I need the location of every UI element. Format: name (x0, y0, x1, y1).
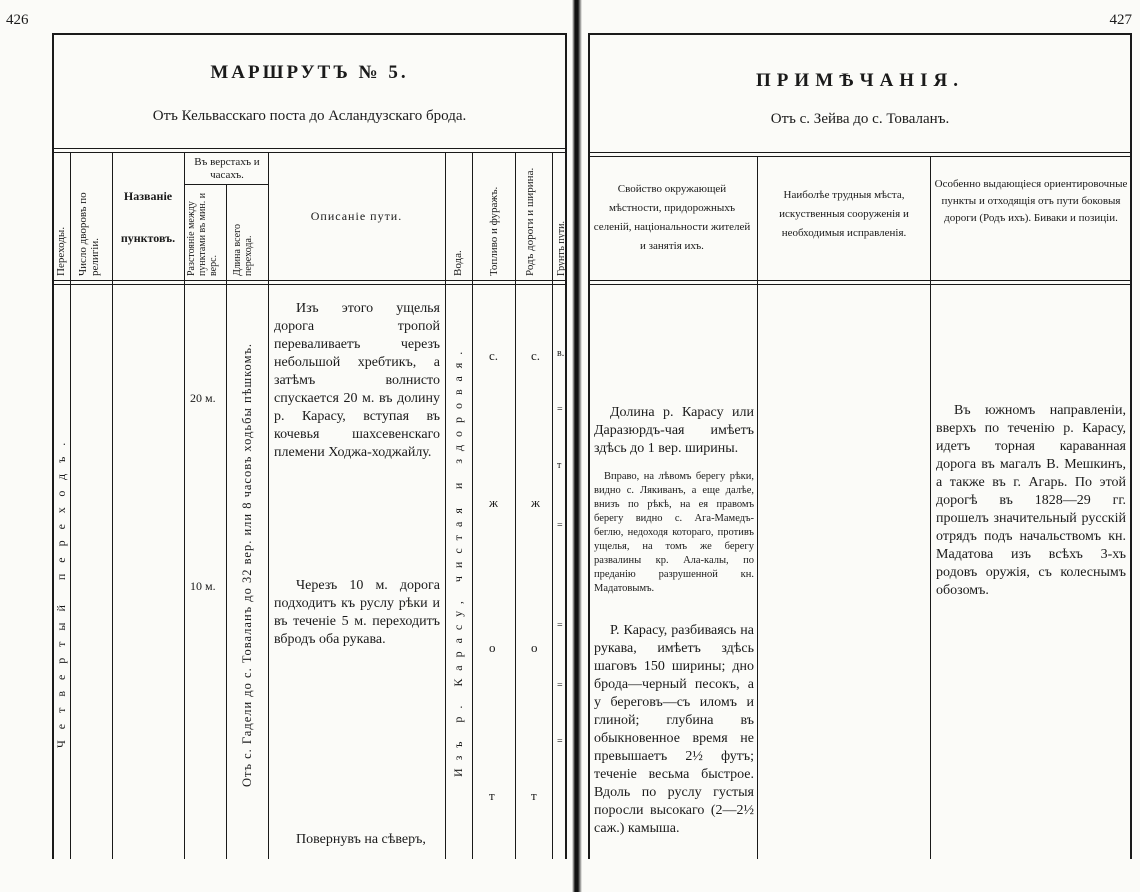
right-rule (565, 33, 567, 859)
col1-small-note: Вправо, на лѣвомъ берегу рѣки, видно с. Лякиванъ, а еще далѣе, внизъ по рѣкѣ, на ея правомъ берегу видно с. Ага-Мамедъ-беглю, недоходя котораго, противъ ущелья, на томъ же берегу развалины кр. Ала-калы, по преданію разрушенной кн. Мадатовымъ. (594, 471, 754, 594)
crossing-label: Четвертый переходъ. (54, 431, 68, 749)
ground-mark: = (557, 736, 563, 747)
header-name-2: пунктовъ. (120, 231, 176, 245)
page-number-right: 427 (1109, 12, 1132, 28)
header-col1: Свойство окружающей мѣстности, придорожныхъ селеній, національности жителей и занятія ихъ. (593, 183, 751, 252)
header-name: Названіе (123, 189, 173, 203)
page-number-left: 426 (6, 12, 29, 28)
header-top-rule-2 (588, 156, 1132, 157)
ground-mark: = (557, 620, 563, 631)
ground-mark: = (557, 520, 563, 531)
road-mark: ж (531, 495, 540, 510)
fuel-mark: о (489, 640, 496, 655)
length-text: Отъ с. Гадели до с. Товаланъ до 32 вер. или 8 часовъ ходьбы пѣшкомъ. (240, 342, 254, 788)
header-bottom-rule (52, 280, 567, 281)
distance-2: 10 м. (190, 579, 216, 593)
header-bottom-rule-2 (588, 284, 1132, 285)
col-rule (472, 152, 473, 859)
fuel-mark: ж (489, 495, 498, 510)
header-distance: Разстояніе между пунктами въ мин. и верс. (186, 192, 219, 276)
header-water: Вода. (452, 250, 464, 276)
description-2: Черезъ 10 м. дорога подходитъ къ руслу рѣки и въ теченіе 5 м. переходитъ вбродъ оба рукава. (274, 578, 440, 647)
header-ground: Грунтъ пути. (556, 221, 567, 276)
page-title: МАРШРУТЪ № 5. (210, 62, 409, 83)
road-mark: о (531, 640, 538, 655)
versts-subrule (184, 184, 268, 185)
description-1: Изъ этого ущелья дорога тропой переваливаетъ черезъ небольшой хребтикъ, а затѣмъ волнисто спускается 20 м. въ долину р. Карасу, вступая въ кочевья шахсевенскаго племени Ходжа-ходжайлу. (274, 301, 440, 460)
col-rule (552, 152, 553, 859)
page-subtitle: Отъ с. Зейва до с. Товаланъ. (770, 111, 950, 127)
water-text: Изъ р. Карасу, чистая и здоровая. (451, 343, 465, 777)
page-title: ПРИМѢЧАНІЯ. (756, 70, 964, 91)
book-gutter (572, 0, 582, 892)
page-subtitle: Отъ Кельвасскаго поста до Асландузскаго брода. (152, 108, 467, 124)
header-fuel: Топливо и фуражъ. (488, 186, 500, 276)
header-bottom-rule-2 (52, 284, 567, 285)
header-top-rule (52, 148, 567, 149)
ground-mark: = (557, 404, 563, 415)
col-rule (184, 152, 185, 859)
col-rule (757, 156, 758, 859)
fuel-mark: с. (489, 348, 499, 363)
col-rule (268, 152, 269, 859)
fuel-mark: т (489, 788, 495, 803)
ground-mark: т (557, 460, 562, 471)
header-col2: Наиболѣе трудныя мѣста, искуственныя сооруженія и необходимыя исправленія. (779, 189, 909, 239)
road-mark: т (531, 788, 537, 803)
header-description: Описаніе пути. (310, 209, 403, 223)
col-rule (112, 152, 113, 859)
top-rule (588, 33, 1132, 35)
ground-mark: в. (557, 348, 565, 359)
header-road: Родъ дороги и ширина. (524, 167, 536, 276)
road-mark: с. (531, 348, 541, 363)
header-top-rule (588, 152, 1132, 153)
header-bottom-rule (588, 280, 1132, 281)
header-crossings: Переходы. (55, 226, 67, 276)
description-3: Повернувъ на сѣверъ, (296, 832, 426, 847)
col1-paragraph-2: Р. Карасу, разбиваясь на рукава, имѣетъ здѣсь шаговъ 150 ширины; дно брода—черный песокъ, а у береговъ—съ иломъ и глиной; глубина въ обыкновенное время не превышаетъ 2½ футъ; теченіе весьма быстрое. Вдоль по руслу густыя поросли высокаго (2—2½ саж.) камыша. (594, 623, 754, 836)
col-rule (515, 152, 516, 859)
header-households: Число дворовъ по религіи. (77, 192, 101, 276)
col3-paragraph: Въ южномъ направленіи, вверхъ по теченію р. Карасу, идетъ торная караванная дорога въ магалъ В. Мешкинъ, а также въ г. Агарь. По этой дорогѣ въ 1828—29 гг. прошелъ значительный русскій отрядъ подъ начальствомъ кн. Мадатова изъ всѣхъ 3-хъ родовъ оружія, съ колеснымъ обозомъ. (936, 403, 1126, 598)
col-rule (70, 152, 71, 859)
col-rule (226, 184, 227, 859)
ground-mark: = (557, 680, 563, 691)
header-length: Длина всего перехода. (232, 224, 254, 276)
header-col3: Особенно выдающіеся ориентировочные пункты и отходящія отъ пути боковыя дороги (Родъ ихъ). Биваки и позиціи. (934, 178, 1128, 224)
header-top-rule-2 (52, 152, 567, 153)
top-rule (52, 33, 567, 35)
col-rule (445, 152, 446, 859)
col1-paragraph-1: Долина р. Карасу или Даразюрдъ-чая имѣетъ здѣсь до 1 вер. ширины. (594, 405, 754, 456)
header-versts: Въ верстахъ и часахъ. (194, 156, 260, 181)
col-rule (930, 156, 931, 859)
distance-1: 20 м. (190, 391, 216, 405)
